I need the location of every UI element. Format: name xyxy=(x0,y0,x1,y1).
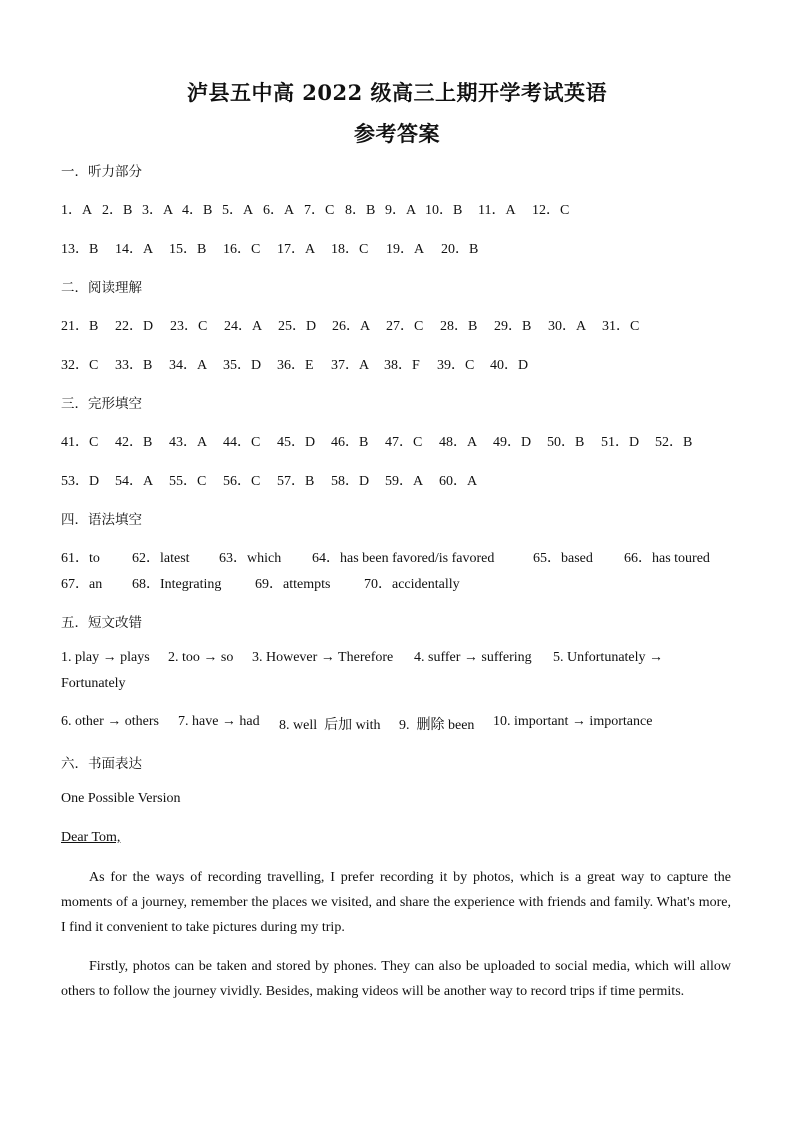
answer-item: 4．B xyxy=(182,203,213,218)
answer-item: 20．B xyxy=(441,242,479,257)
answer-item: 5. Unfortunately → xyxy=(553,650,664,665)
answer-item: 28．B xyxy=(440,319,478,334)
answer-row xyxy=(61,470,477,490)
answer-item: 5．A xyxy=(222,203,254,218)
answer-item: 18．C xyxy=(331,242,369,257)
answer-item: 58．D xyxy=(331,474,370,489)
answer-item: 30．A xyxy=(548,319,587,334)
essay-version-label: One Possible Version xyxy=(61,791,181,806)
answer-item: 50．B xyxy=(547,435,585,450)
answer-row xyxy=(61,650,663,666)
answer-item: 2. too → so xyxy=(168,650,234,665)
answer-item: 16．C xyxy=(223,242,261,257)
answer-item: 57．B xyxy=(277,474,315,489)
answer-item: 54．A xyxy=(115,474,154,489)
answer-item: 36．E xyxy=(277,358,314,373)
answer-item: 27．C xyxy=(386,319,424,334)
answer-item: 1. play → plays xyxy=(61,650,150,665)
answer-item: 17．A xyxy=(277,242,316,257)
answer-item: 7．C xyxy=(304,203,335,218)
answer-item: 19．A xyxy=(386,242,425,257)
answer-item: 64．has been favored/is favored xyxy=(312,551,495,566)
answer-item: 45．D xyxy=(277,435,316,450)
answer-item: 43．A xyxy=(169,435,208,450)
answer-item: 2．B xyxy=(102,203,133,218)
answer-item: 7. have → had xyxy=(178,714,260,729)
answer-item: 44．C xyxy=(223,435,261,450)
answer-item: 39．C xyxy=(437,358,475,373)
answer-item: 12．C xyxy=(532,203,570,218)
answer-row xyxy=(61,573,460,593)
answer-item-continuation: Fortunately xyxy=(61,676,126,691)
section-heading-writing: 六．书面表达 xyxy=(61,756,142,772)
answer-item: 10. important → importance xyxy=(493,714,653,729)
answer-item: 48．A xyxy=(439,435,478,450)
answer-row xyxy=(61,238,478,258)
answer-item: 70．accidentally xyxy=(364,577,460,592)
answer-item: 47．C xyxy=(385,435,423,450)
answer-item: 61．to xyxy=(61,551,100,566)
answer-item: 23．C xyxy=(170,319,208,334)
answer-item: 9. 删除 been xyxy=(399,718,475,733)
answer-item: 65．based xyxy=(533,551,593,566)
answer-item: 6. other → others xyxy=(61,714,159,729)
answer-item: 66．has toured xyxy=(624,551,710,566)
answer-item: 25．D xyxy=(278,319,317,334)
answer-item: 52．B xyxy=(655,435,693,450)
document-title: 泸县五中高 2022 级高三上期开学考试英语 xyxy=(186,80,608,105)
answer-item: 6．A xyxy=(263,203,295,218)
answer-row xyxy=(61,547,710,567)
answer-item: 15．B xyxy=(169,242,207,257)
answer-item: 13．B xyxy=(61,242,99,257)
answer-item: 35．D xyxy=(223,358,262,373)
answer-item: 9．A xyxy=(385,203,417,218)
answer-item: 53．D xyxy=(61,474,100,489)
answer-item: 51．D xyxy=(601,435,640,450)
answer-item: 37．A xyxy=(331,358,370,373)
answer-item: 41．C xyxy=(61,435,99,450)
essay-paragraph-2: Firstly, photos can be taken and stored by phones. They can also be uploaded to social media, which will allow others to follow the journey vividly. Besides, making videos will be another way to record trips if time permits. xyxy=(61,959,731,999)
answer-item: 10．B xyxy=(425,203,463,218)
document-subtitle: 参考答案 xyxy=(354,121,440,146)
answer-item: 67．an xyxy=(61,577,103,592)
answer-row xyxy=(61,431,692,451)
answer-item: 26．A xyxy=(332,319,371,334)
essay-greeting: Dear Tom, xyxy=(61,830,121,845)
section-heading-cloze: 三．完形填空 xyxy=(61,396,142,412)
answer-item: 21．B xyxy=(61,319,99,334)
answer-item: 60．A xyxy=(439,474,478,489)
answer-item: 69．attempts xyxy=(255,577,331,592)
answer-item: 33．B xyxy=(115,358,153,373)
answer-item: 68．Integrating xyxy=(132,577,222,592)
essay-paragraph-1: As for the ways of recording travelling, I prefer recording it by photos, which is a great way to capture the moments of a journey, remember the places we visited, and share the experience with friends and family. What's more, I find it convenient to take pictures during my trip. xyxy=(61,870,731,935)
answer-item: 63．which xyxy=(219,551,282,566)
section-heading-reading: 二．阅读理解 xyxy=(61,280,142,296)
section-heading-listening: 一．听力部分 xyxy=(61,164,142,180)
answer-item: 4. suffer → suffering xyxy=(414,650,532,665)
answer-item: 8．B xyxy=(345,203,376,218)
answer-item: 34．A xyxy=(169,358,208,373)
answer-item: 46．B xyxy=(331,435,369,450)
answer-row xyxy=(61,199,569,219)
answer-item: 40．D xyxy=(490,358,529,373)
answer-item: 3．A xyxy=(142,203,174,218)
answer-row xyxy=(61,315,639,335)
answer-item: 59．A xyxy=(385,474,424,489)
answer-item: 11．A xyxy=(478,203,516,218)
answer-item: 31．C xyxy=(602,319,640,334)
answer-item: 55．C xyxy=(169,474,207,489)
answer-item: 24．A xyxy=(224,319,263,334)
answer-item: 14．A xyxy=(115,242,154,257)
section-heading-grammar: 四．语法填空 xyxy=(61,512,142,528)
answer-item: 62．latest xyxy=(132,551,190,566)
answer-item: 8. well 后加 with xyxy=(279,718,381,733)
answer-item: 29．B xyxy=(494,319,532,334)
answer-item: 49．D xyxy=(493,435,532,450)
answer-item: 3. However → Therefore xyxy=(252,650,394,665)
answer-item: 38．F xyxy=(384,358,420,373)
section-heading-correction: 五．短文改错 xyxy=(61,615,142,631)
answer-item: 42．B xyxy=(115,435,153,450)
answer-item: 1．A xyxy=(61,203,93,218)
answer-item: 22．D xyxy=(115,319,154,334)
answer-item: 32．C xyxy=(61,358,99,373)
answer-item: 56．C xyxy=(223,474,261,489)
answer-row xyxy=(61,714,652,734)
answer-row xyxy=(61,354,528,374)
